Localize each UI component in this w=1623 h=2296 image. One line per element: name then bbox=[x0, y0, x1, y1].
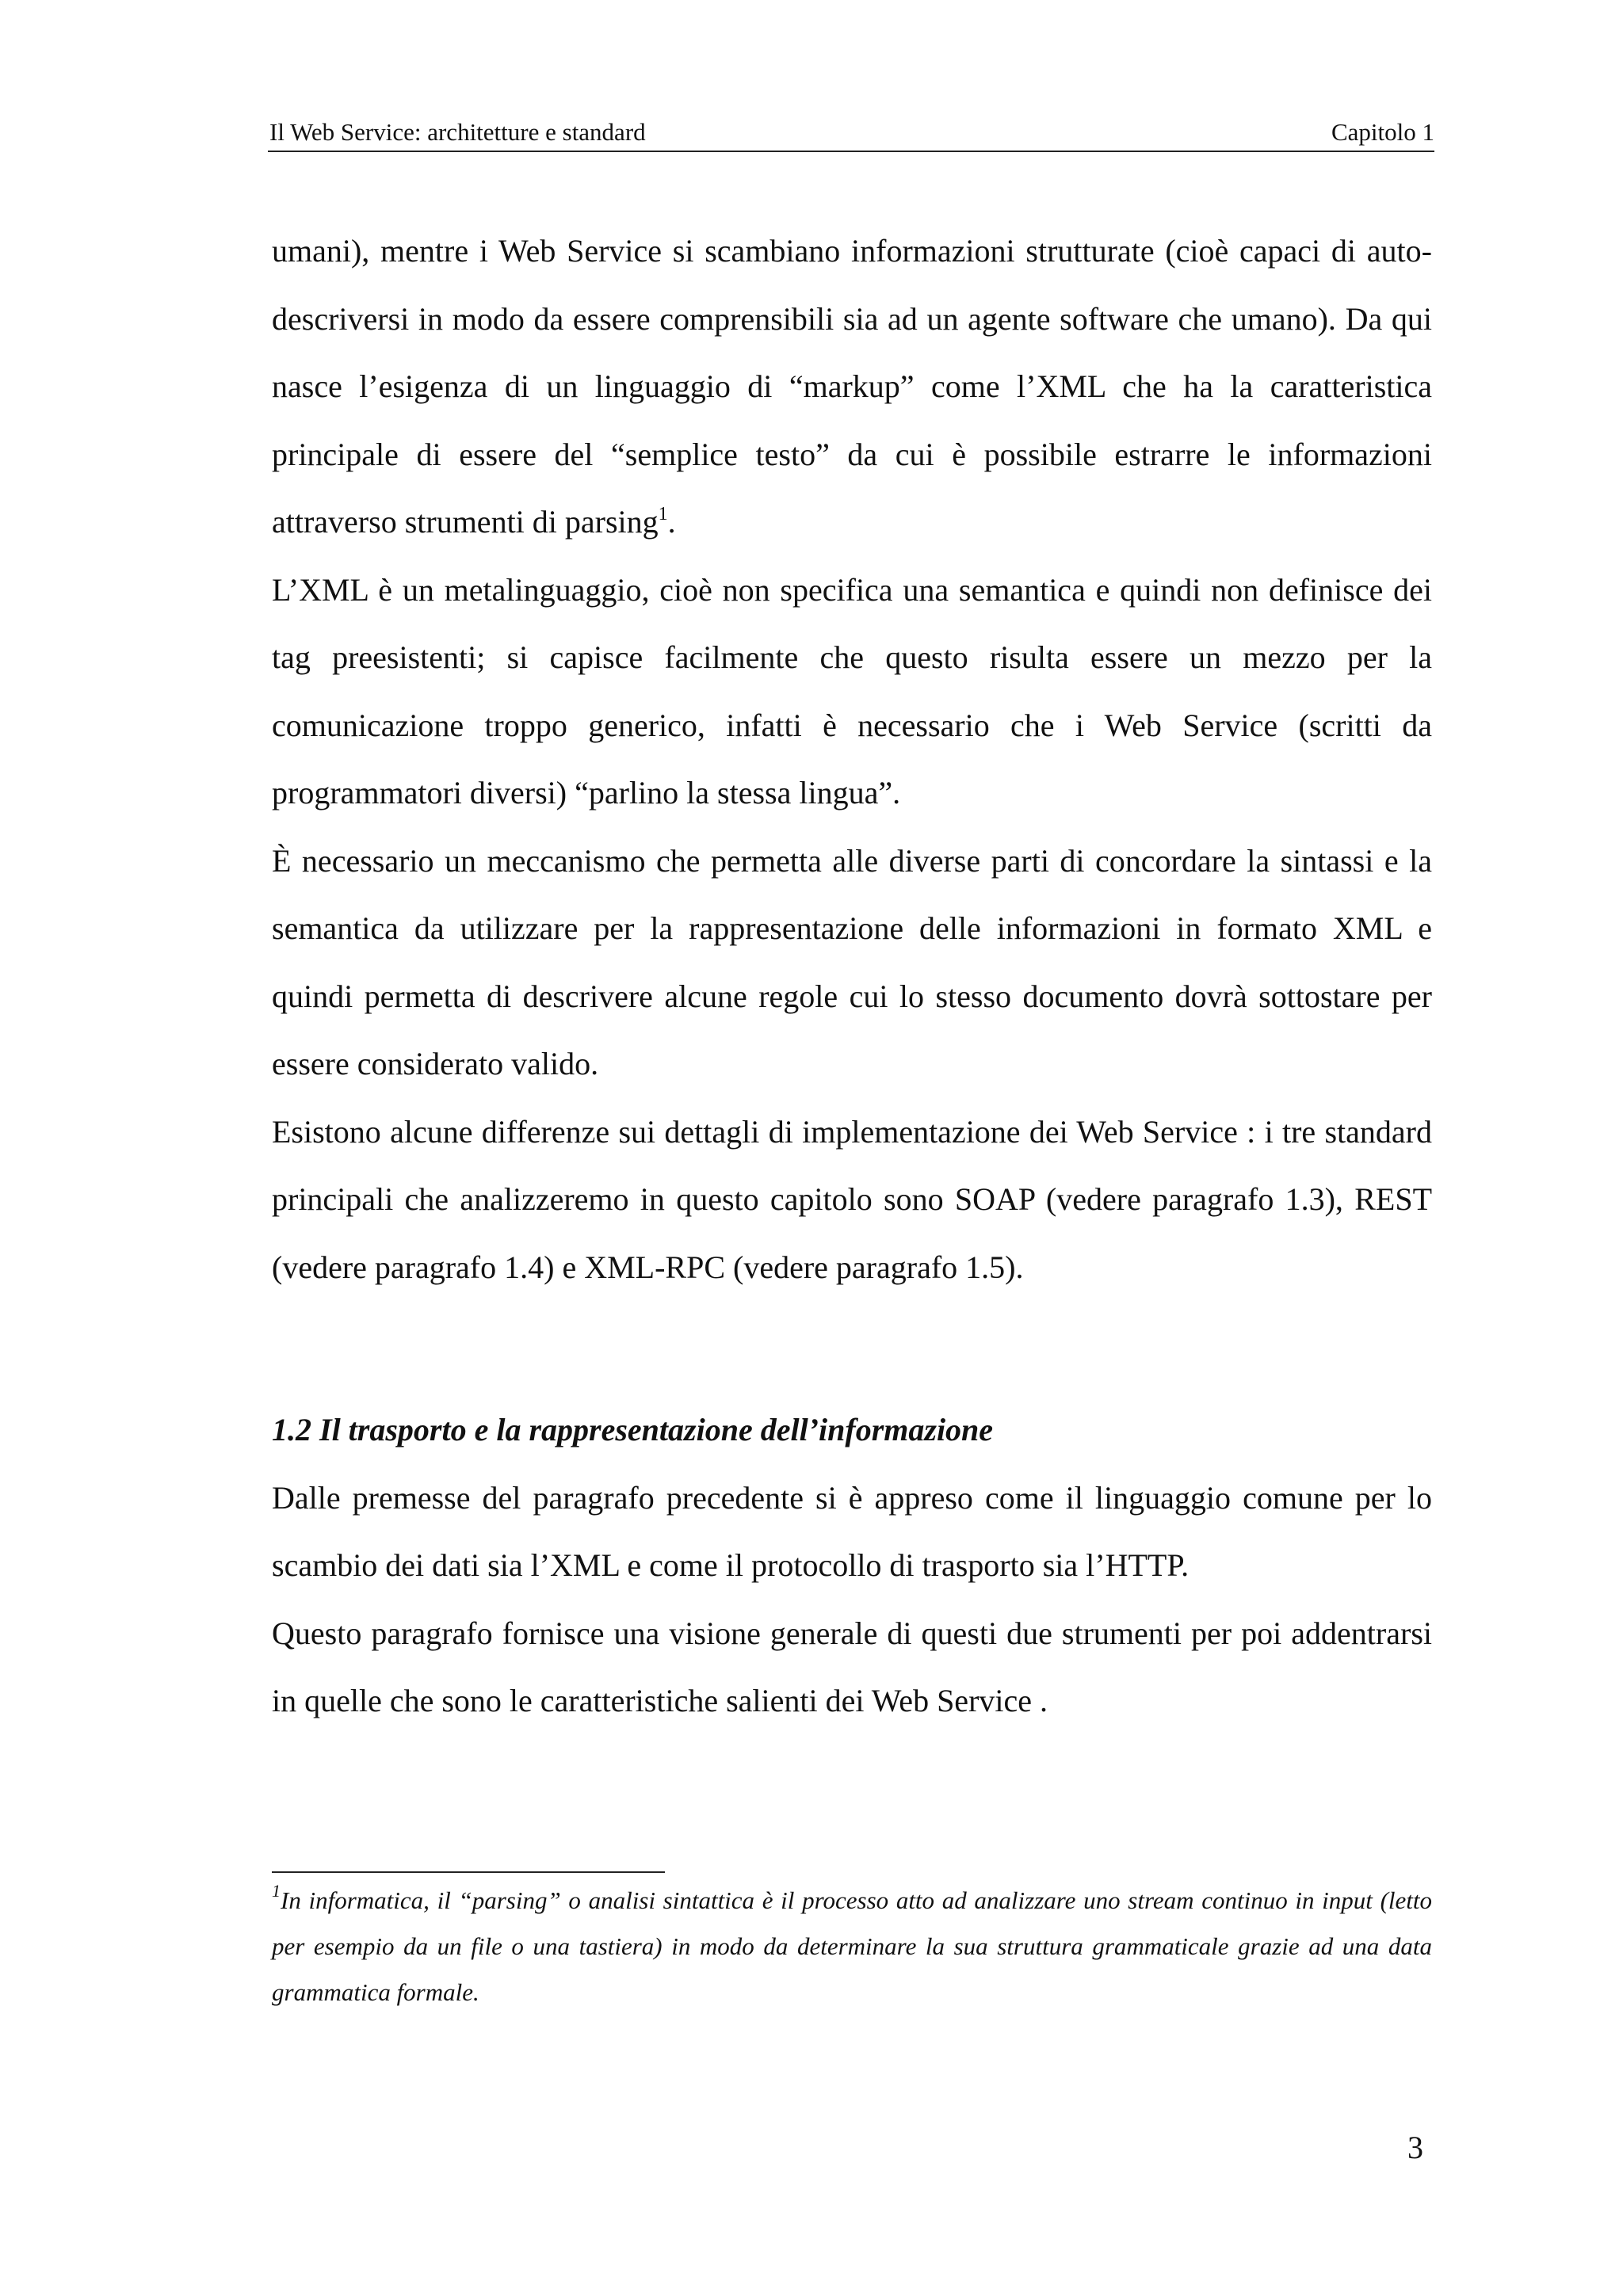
footnote-divider bbox=[272, 1871, 665, 1873]
footnote-text: In informatica, il “parsing” o analisi sintattica è il processo atto ad analizzare uno stream continuo in input (letto per esempio da un file o una tastiera) in modo da determinare la sua struttura grammaticale grazie ad una data grammatica formale. bbox=[272, 1886, 1432, 2006]
paragraph-text: umani), mentre i Web Service si scambiano informazioni strutturate (cioè capaci di auto-descriversi in modo da essere comprensibili sia ad un agente software che umano). Da qui nasce l’esigenza di un linguaggio di “markup” come l’XML che ha la caratteristica principale di essere del “semplice testo” da cui è possibile estrarre le informazioni attraverso strumenti di parsing bbox=[272, 233, 1432, 540]
footnote bbox=[272, 1878, 1432, 2016]
header-chapter: Capitolo 1 bbox=[1331, 118, 1434, 146]
paragraph-tail: . bbox=[667, 504, 676, 540]
body-paragraph-2: L’XML è un metalinguaggio, cioè non specifica una semantica e quindi non definisce dei tag preesistenti; si capisce facilmente che questo risulta essere un mezzo per la comunicazione troppo generico, infatti è necessario che i Web Service (scritti da programmatori diversi) “parlino la stessa lingua”. bbox=[272, 571, 1432, 810]
footnote-marker: 1 bbox=[272, 1880, 281, 1901]
section-heading: 1.2 Il trasporto e la rappresentazione dell’informazione bbox=[272, 1412, 994, 1447]
body-paragraph-3: È necessario un meccanismo che permetta alle diverse parti di concordare la sintassi e la semantica da utilizzare per la rappresentazione delle informazioni in formato XML e quindi permetta di descrivere alcune regole cui lo stesso documento dovrà sottostare per essere considerato valido. bbox=[272, 842, 1432, 1081]
running-header bbox=[268, 114, 1434, 152]
section-spacer bbox=[272, 1301, 1432, 1396]
footnote-reference[interactable]: 1 bbox=[658, 503, 668, 524]
body-text bbox=[272, 217, 1432, 1735]
body-paragraph-1 bbox=[272, 217, 1432, 556]
section-paragraph-1: Dalle premesse del paragrafo precedente si è appreso come il linguaggio comune per lo scambio dei dati sia l’XML e come il protocollo di trasporto sia l’HTTP. bbox=[272, 1479, 1432, 1583]
body-paragraph-4: Esistono alcune differenze sui dettagli di implementazione dei Web Service : i tre standard principali che analizzeremo in questo capitolo sono SOAP (vedere paragrafo 1.3), REST (vedere paragrafo 1.4) e XML-RPC (vedere paragrafo 1.5). bbox=[272, 1113, 1432, 1285]
page-number: 3 bbox=[1407, 2130, 1423, 2165]
section-paragraph-2: Questo paragrafo fornisce una visione generale di questi due strumenti per poi addentrarsi in quelle che sono le caratteristiche salienti dei Web Service . bbox=[272, 1615, 1432, 1718]
header-title: Il Web Service: architetture e standard bbox=[269, 118, 646, 146]
